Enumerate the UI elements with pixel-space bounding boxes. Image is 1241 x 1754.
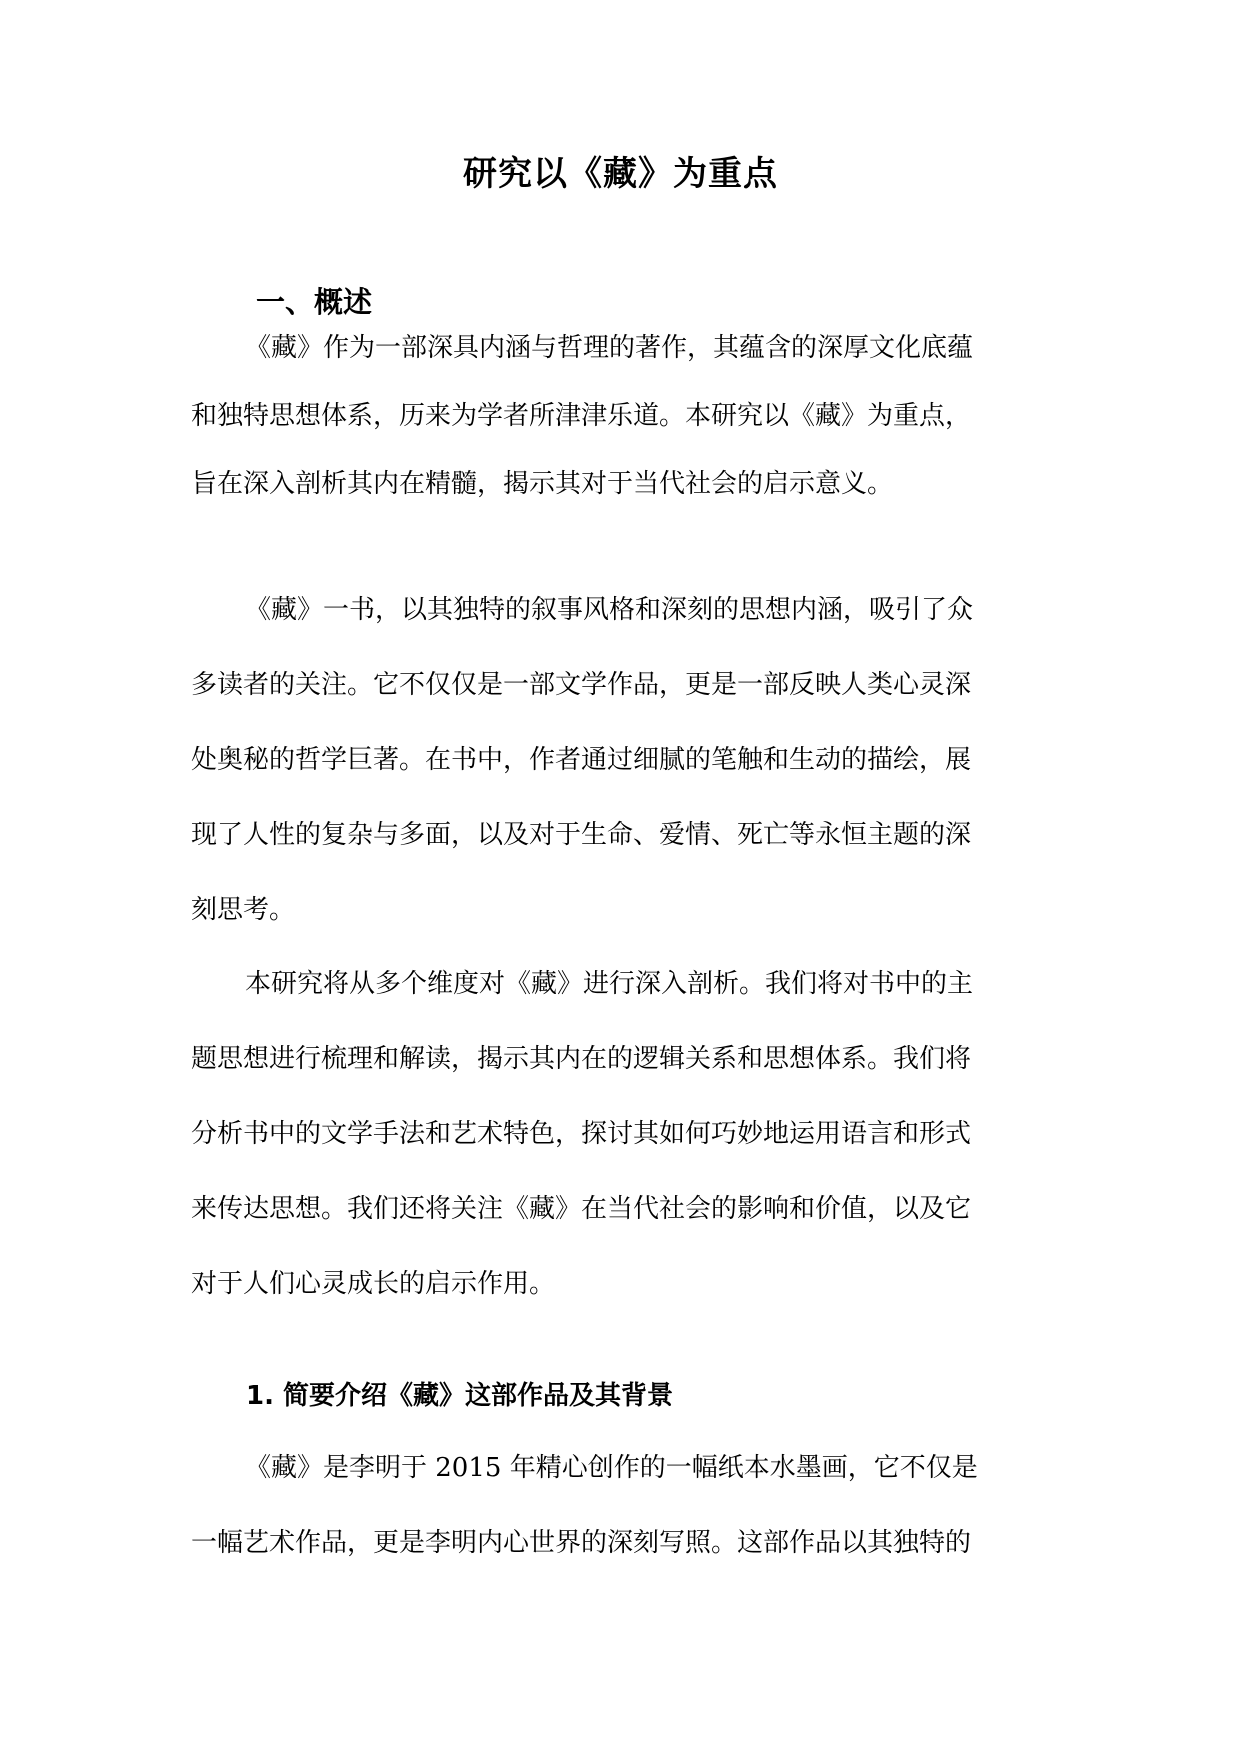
paragraph-line: 《藏》是李明于 2015 年精心创作的一幅纸本水墨画，它不仅是 [245, 1453, 978, 1483]
paragraph-line: 和独特思想体系，历来为学者所津津乐道。本研究以《藏》为重点， [191, 401, 972, 431]
document-title: 研究以《藏》为重点 [463, 154, 778, 194]
paragraph-line: 现了人性的复杂与多面，以及对于生命、爱情、死亡等永恒主题的深 [191, 820, 972, 850]
paragraph-line: 刻思考。 [191, 895, 296, 925]
paragraph-line: 《藏》作为一部深具内涵与哲理的著作，其蕴含的深厚文化底蕴 [245, 333, 974, 363]
paragraph-line: 对于人们心灵成长的启示作用。 [191, 1269, 556, 1299]
paragraph-line: 一幅艺术作品，更是李明内心世界的深刻写照。这部作品以其独特的 [191, 1528, 972, 1558]
paragraph-line: 分析书中的文学手法和艺术特色，探讨其如何巧妙地运用语言和形式 [191, 1119, 972, 1149]
paragraph-line: 多读者的关注。它不仅仅是一部文学作品，更是一部反映人类心灵深 [191, 670, 972, 700]
paragraph-line: 来传达思想。我们还将关注《藏》在当代社会的影响和价值，以及它 [191, 1194, 972, 1224]
paragraph-line: 本研究将从多个维度对《藏》进行深入剖析。我们将对书中的主 [245, 969, 974, 999]
section-heading-overview: 一、概述 [256, 285, 373, 319]
paragraph-line: 旨在深入剖析其内在精髓，揭示其对于当代社会的启示意义。 [191, 469, 894, 499]
paragraph-line: 《藏》一书，以其独特的叙事风格和深刻的思想内涵，吸引了众 [245, 595, 974, 625]
subsection-heading-background: 1. 简要介绍《藏》这部作品及其背景 [246, 1381, 674, 1411]
paragraph-line: 题思想进行梳理和解读，揭示其内在的逻辑关系和思想体系。我们将 [191, 1044, 972, 1074]
paragraph-line: 处奥秘的哲学巨著。在书中，作者通过细腻的笔触和生动的描绘，展 [191, 745, 972, 775]
